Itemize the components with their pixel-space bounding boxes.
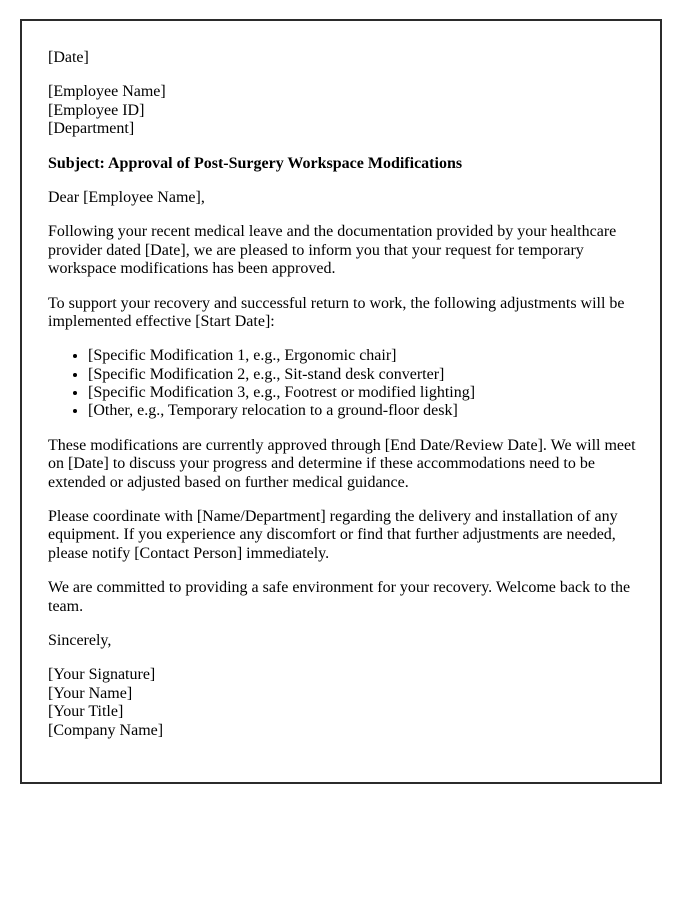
recipient-department-line: [Department] (48, 120, 135, 138)
modification-list (48, 347, 636, 421)
signature-placeholder-line: [Your Signature] (48, 666, 156, 684)
signature-block (48, 666, 636, 740)
list-item: • [Other, e.g., Temporary relocation to a ground-floor desk] (88, 402, 636, 420)
letter-document (20, 19, 662, 784)
salutation: Dear [Employee Name], (48, 188, 205, 206)
list-item: • [Specific Modification 1, e.g., Ergonomic chair] (88, 347, 636, 365)
recipient-name-line: [Employee Name] (48, 83, 166, 101)
signature-name-line: [Your Name] (48, 684, 133, 702)
paragraph-coordination: Please coordinate with [Name/Department] regarding the delivery and installation of any equipment. If you experience any discomfort or find that further adjustments are needed, please notify [Contact Person] immediately. (48, 508, 618, 562)
list-item: • [Specific Modification 3, e.g., Footrest or modified lighting] (88, 384, 636, 402)
signature-title-line: [Your Title] (48, 703, 124, 721)
paragraph-commitment: We are committed to providing a safe environment for your recovery. Welcome back to the team. (48, 579, 631, 615)
paragraph-intro: Following your recent medical leave and the documentation provided by your healthcare provider dated [Date], we are pleased to inform you that your request for temporary workspace modifications has been approved. (48, 223, 617, 278)
paragraph-duration: These modifications are currently approved through [End Date/Review Date]. We will meet on [Date] to discuss your progress and determine if these accommodations need to be extended or adjusted based on further medical guidance. (48, 436, 636, 491)
date-placeholder: [Date] (48, 49, 89, 66)
recipient-block (48, 83, 636, 138)
paragraph-adjustments: To support your recovery and successful return to work, the following adjustments will be implemented effective [Start Date]: (48, 294, 625, 330)
list-item: • [Specific Modification 2, e.g., Sit-stand desk converter] (88, 366, 636, 384)
closing: Sincerely, (48, 631, 112, 649)
subject-line: Subject: Approval of Post-Surgery Workspace Modifications (48, 154, 463, 172)
recipient-id-line: [Employee ID] (48, 101, 145, 119)
signature-company-line: [Company Name] (48, 721, 164, 739)
